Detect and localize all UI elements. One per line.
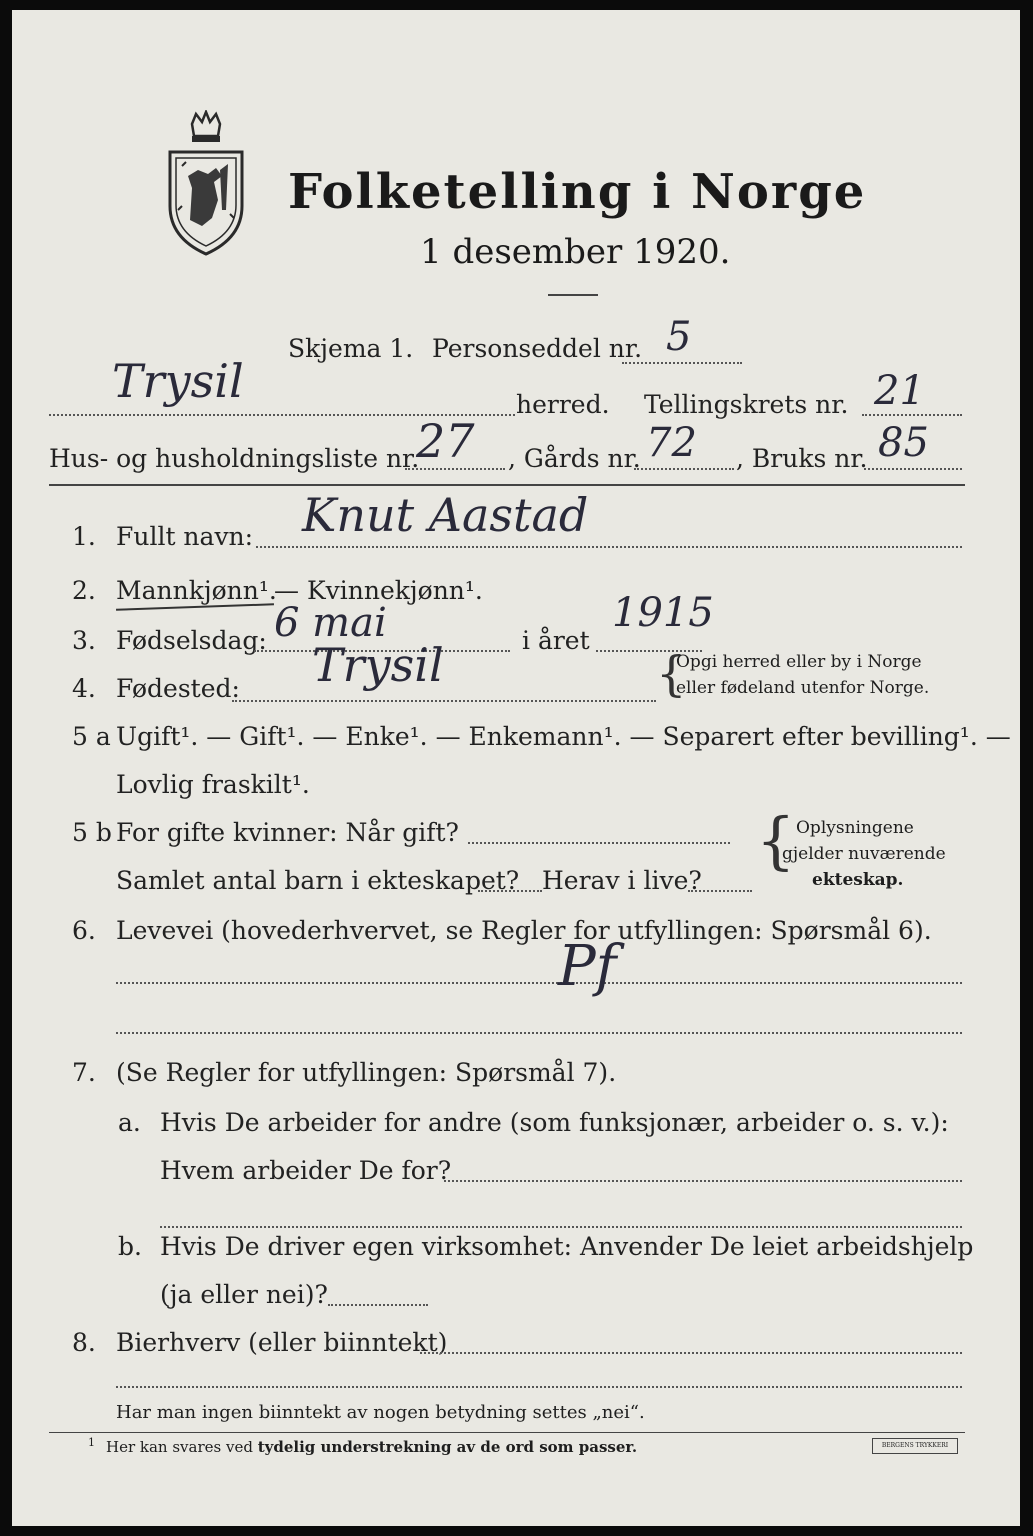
footnote-text-plain: Her kan svares ved	[106, 1438, 258, 1456]
q3-date-value[interactable]: 6 mai	[274, 600, 387, 646]
census-form-page	[12, 10, 1020, 1526]
q7b-answer-line	[328, 1304, 428, 1306]
hus-label: Hus- og husholdningsliste nr.	[49, 444, 420, 473]
q5b-note-line2: gjelder nuværende	[782, 844, 946, 864]
q5b-married-line	[468, 842, 730, 844]
q5b-brace: {	[756, 804, 796, 877]
skjema-label: Skjema 1.	[288, 334, 414, 363]
q7b-letter: b.	[118, 1232, 142, 1261]
q3-year-label: i året	[522, 626, 590, 655]
q3-label: Fødselsdag:	[116, 626, 267, 655]
coat-of-arms-icon	[162, 110, 250, 258]
q5a-number: 5 a	[72, 722, 111, 751]
q5b-number: 5 b	[72, 818, 112, 847]
footnote-text-bold: tydelig understrekning av de ord som passer.	[257, 1438, 638, 1456]
header-separator	[49, 484, 965, 486]
q5b-children-line	[478, 890, 542, 892]
footer-note: Har man ingen biinntekt av nogen betydning settes „nei“.	[116, 1402, 645, 1423]
q5b-label-children: Samlet antal barn i ekteskapet?	[116, 866, 520, 895]
bruks-line	[864, 468, 962, 470]
q7-label: (Se Regler for utfyllingen: Spørsmål 7).	[116, 1058, 617, 1087]
q1-number: 1.	[72, 522, 96, 551]
footer-separator	[49, 1432, 965, 1433]
q5b-note-line3: ekteskap.	[812, 870, 904, 890]
tellingskrets-line	[862, 414, 962, 416]
q4-line	[232, 700, 656, 702]
q8-line	[420, 1352, 962, 1354]
tellingskrets-value[interactable]: 21	[874, 368, 925, 414]
q5b-label-alive: Herav i live?	[542, 866, 702, 895]
q1-line	[256, 546, 962, 548]
q7b-question: Hvis De driver egen virksomhet: Anvender De leiet arbeidshjelp	[160, 1232, 974, 1261]
q5b-note-line1: Oplysningene	[796, 818, 914, 838]
hus-value[interactable]: 27	[416, 414, 475, 468]
q3-number: 3.	[72, 626, 96, 655]
hus-line	[405, 468, 505, 470]
q4-brace: {	[656, 646, 687, 702]
footnote-mark: 1	[88, 1436, 95, 1449]
q6-line-1	[116, 982, 962, 984]
q5a-options[interactable]: Ugift¹. — Gift¹. — Enke¹. — Enkemann¹. — Separert efter bevilling¹. —	[116, 722, 1011, 751]
bruks-value[interactable]: 85	[878, 420, 929, 466]
title-divider	[548, 294, 598, 296]
q7a-letter: a.	[118, 1108, 141, 1137]
q5b-label-married: For gifte kvinner: Når gift?	[116, 818, 459, 847]
personseddel-line	[622, 362, 742, 364]
q4-note-line2: eller fødeland utenfor Norge.	[676, 678, 930, 698]
footnote-text	[106, 1438, 637, 1456]
q6-label: Levevei (hovederhvervet, se Regler for utfyllingen: Spørsmål 6).	[116, 916, 932, 945]
q6-number: 6.	[72, 916, 96, 945]
q7a-employer-label: Hvem arbeider De for?	[160, 1156, 452, 1185]
tellingskrets-label: Tellingskrets nr.	[644, 390, 849, 419]
printer-stamp: BERGENS TRYKKERI	[872, 1438, 958, 1454]
q4-value[interactable]: Trysil	[312, 638, 444, 692]
gards-label: , Gårds nr.	[508, 444, 641, 473]
q6-line-2	[116, 1032, 962, 1034]
personseddel-label: Personseddel nr.	[432, 334, 643, 363]
form-title: Folketelling i Norge	[288, 164, 867, 220]
q7a-question: Hvis De arbeider for andre (som funksjonær, arbeider o. s. v.):	[160, 1108, 949, 1137]
gards-value[interactable]: 72	[646, 420, 697, 466]
q7a-extra-line	[160, 1226, 962, 1228]
q1-label: Fullt navn:	[116, 522, 254, 551]
herred-value[interactable]: Trysil	[112, 354, 244, 408]
q2-number: 2.	[72, 576, 96, 605]
q5b-alive-line	[688, 890, 752, 892]
q7a-employer-line	[444, 1180, 962, 1182]
q7-number: 7.	[72, 1058, 96, 1087]
q5a-options-cont[interactable]: Lovlig fraskilt¹.	[116, 770, 310, 799]
q7b-yes-no-label: (ja eller nei)?	[160, 1280, 328, 1309]
q6-value[interactable]: Ρf	[558, 934, 617, 999]
q8-number: 8.	[72, 1328, 96, 1357]
q8-extra-line	[116, 1386, 962, 1388]
q4-label: Fødested:	[116, 674, 240, 703]
q2-option-female[interactable]: — Kvinnekjønn¹.	[274, 576, 483, 605]
q4-note-line1: Opgi herred eller by i Norge	[676, 652, 922, 672]
q2-option-male[interactable]: Mannkjønn¹.	[116, 576, 277, 605]
personseddel-value[interactable]: 5	[666, 314, 692, 360]
q8-label: Bierhverv (eller biinntekt)	[116, 1328, 448, 1357]
bruks-label: , Bruks nr.	[736, 444, 868, 473]
q1-value[interactable]: Knut Aastad	[302, 488, 589, 542]
q4-number: 4.	[72, 674, 96, 703]
form-subtitle: 1 desember 1920.	[420, 232, 731, 272]
gards-line	[634, 468, 734, 470]
q3-year-value[interactable]: 1915	[612, 590, 714, 636]
herred-label: herred.	[516, 390, 610, 419]
